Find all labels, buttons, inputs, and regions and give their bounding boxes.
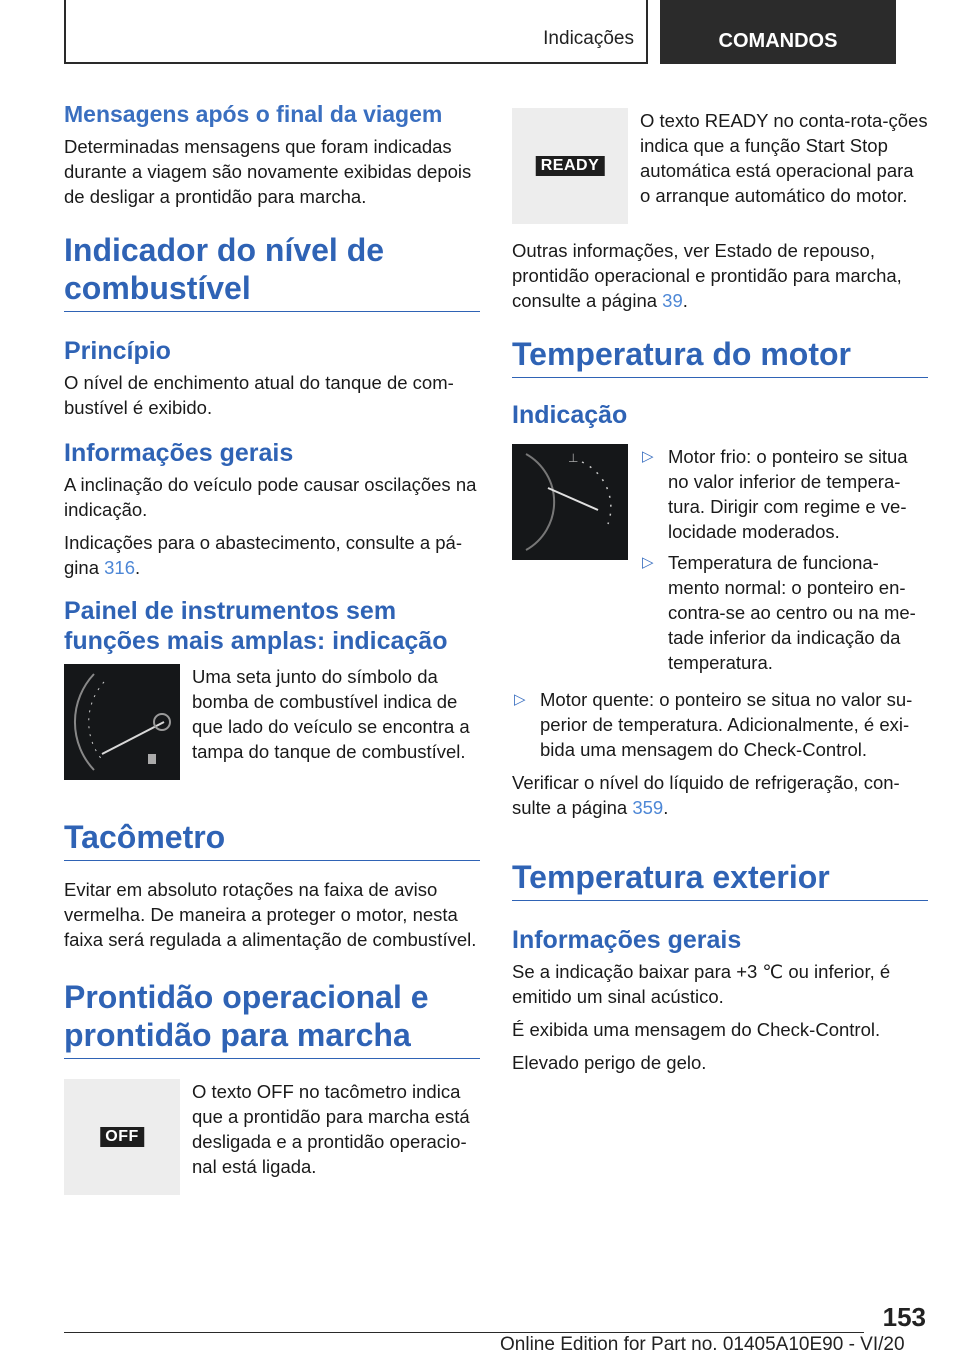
tachometer-heading: Tacômetro (64, 818, 480, 861)
exterior-temperature-heading: Temperatura exterior (512, 858, 928, 901)
fuel-gauge-image (64, 664, 180, 780)
panel-heading: Painel de instrumentos sem funções mais amplas: indicação (64, 597, 448, 655)
display-heading: Indicação (512, 401, 628, 429)
exterior-text-2: É exibida uma mensagem do Check-Control. (512, 1019, 881, 1040)
more-info-text: Outras informações, ver Estado de repouso, prontidão operacional e prontidão para marcha, consulte a página (512, 240, 902, 311)
header-chapter-tab[interactable] (660, 0, 896, 64)
coolant-reference: Verificar o nível do líquido de refrigeração, con-sulte a página 359. (512, 772, 900, 818)
right-column (512, 100, 928, 1083)
messages-heading: Mensagens após o final da viagem (64, 101, 443, 127)
edition-footer: Online Edition for Part no. 01405A10E90 - VI/20 (500, 1334, 905, 1355)
ready-text: O texto READY no conta-rota-ções indica que a função Start Stop automática está operacional para o arranque automático do motor. (640, 110, 928, 206)
coolant-text: Verificar o nível do líquido de refrigeração, con-sulte a página (512, 772, 900, 818)
temperature-bullets-short (640, 444, 928, 675)
temperature-gauge-icon (512, 444, 628, 560)
principle-heading: Princípio (64, 337, 171, 365)
page-link-359[interactable]: 359 (632, 797, 664, 818)
refuel-reference-text: Indicações para o abastecimento, consulte a pá-gina (64, 532, 462, 578)
footer-divider (64, 1332, 864, 1333)
ready-figure-row (512, 108, 928, 224)
left-column (64, 100, 480, 1195)
ready-badge: READY (536, 156, 605, 176)
fuel-level-heading: Indicador do nível de combustível (64, 231, 480, 312)
off-badge: OFF (100, 1127, 144, 1147)
page-link-316[interactable]: 316 (104, 557, 135, 578)
off-text: O texto OFF no tacômetro indica que a prontidão para marcha está desligada e a prontidão operacio-nal está ligada. (192, 1081, 470, 1177)
principle-text: O nível de enchimento atual do tanque de com-bustível é exibido. (64, 372, 454, 418)
page-number: 153 (882, 1302, 926, 1332)
list-item (512, 687, 928, 762)
temp-figure-row (512, 444, 928, 683)
temperature-bullets-wide (512, 687, 928, 762)
tachometer-text: Evitar em absoluto rotações na faixa de aviso vermelha. De maneira a proteger o motor, nesta faixa será regulada a alimentação de combustível. (64, 879, 477, 950)
header-section-title: Indicações (543, 28, 634, 49)
svg-text:⊥: ⊥ (568, 451, 579, 465)
exterior-general-heading: Informações gerais (512, 926, 742, 954)
temperature-gauge-image (512, 444, 628, 560)
triangle-bullet-icon: ▷ (642, 554, 654, 571)
page-link-39[interactable]: 39 (662, 290, 683, 311)
chapter-label: COMANDOS (718, 29, 838, 52)
more-info-reference: Outras informações, ver Estado de repouso, prontidão operacional e prontidão para marcha, consulte a página 39. (512, 240, 902, 311)
exterior-text-3: Elevado perigo de gelo. (512, 1052, 707, 1073)
bullet-text: Motor frio: o ponteiro se situa no valor inferior de tempera-tura. Dirigir com regime e ve-locidade moderados. (668, 446, 908, 542)
triangle-bullet-icon: ▷ (514, 691, 526, 708)
off-display-image (64, 1079, 180, 1195)
list-item (640, 550, 928, 675)
panel-text: Uma seta junto do símbolo da bomba de combustível indica de que lado do veículo se encontra a tampa do tanque de combustível. (192, 666, 470, 762)
readiness-heading: Prontidão operacional e prontidão para marcha (64, 978, 480, 1059)
ready-display-image (512, 108, 628, 224)
fuel-figure-row (64, 664, 480, 780)
general-info-text: A inclinação do veículo pode causar oscilações na indicação. (64, 474, 477, 520)
general-info-heading: Informações gerais (64, 439, 294, 467)
off-figure-row (64, 1079, 480, 1195)
engine-temperature-heading: Temperatura do motor (512, 335, 928, 378)
bullet-text: Temperatura de funciona-mento normal: o ponteiro en-contra-se ao centro ou na me-tade inferior da indicação da temperatura. (668, 552, 916, 673)
fuel-gauge-icon (64, 664, 180, 780)
exterior-text-1: Se a indicação baixar para +3 ℃ ou inferior, é emitido um sinal acústico. (512, 961, 891, 1007)
refuel-reference: Indicações para o abastecimento, consulte a pá-gina 316. (64, 532, 462, 578)
messages-text: Determinadas mensagens que foram indicadas durante a viagem são novamente exibidas depois de desligar a prontidão para marcha. (64, 136, 472, 207)
list-item (640, 444, 928, 544)
bullet-text: Motor quente: o ponteiro se situa no valor su-perior de temperatura. Adicionalmente, é exi-bida uma mensagem do Check-Control. (540, 689, 913, 760)
triangle-bullet-icon: ▷ (642, 448, 654, 465)
